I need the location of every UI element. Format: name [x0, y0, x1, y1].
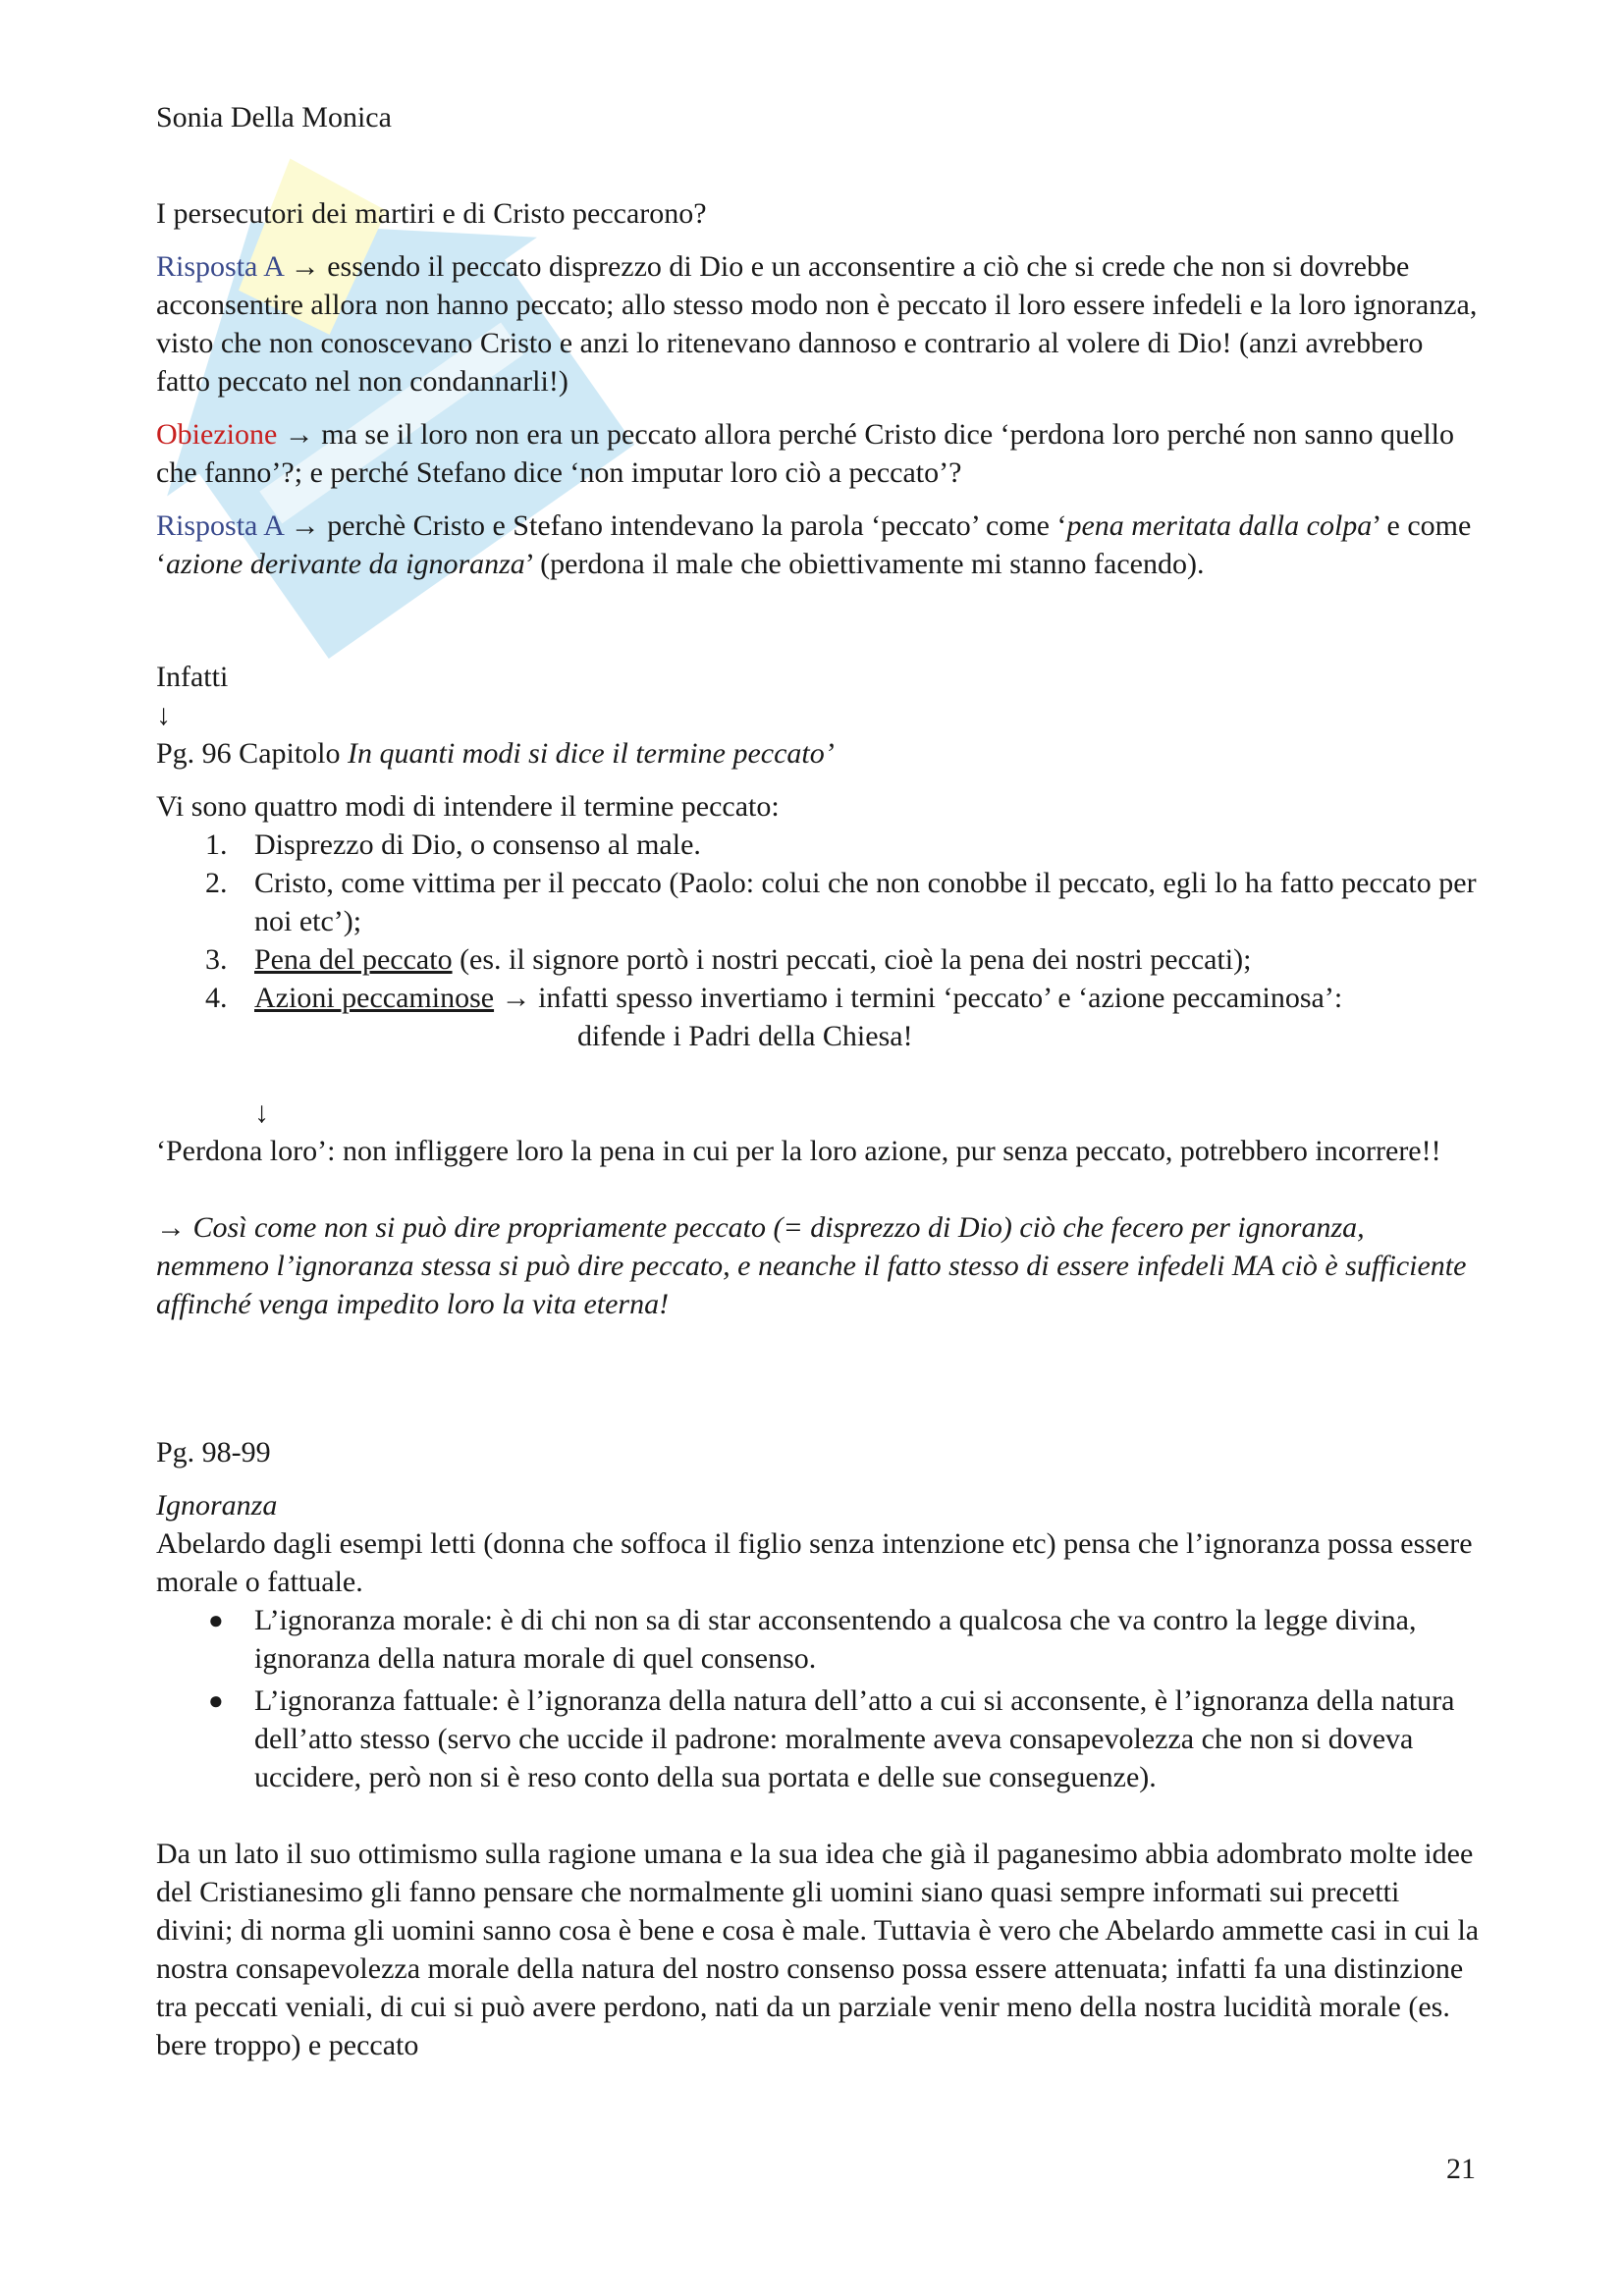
objection-label: Obiezione — [156, 418, 278, 451]
list-number: 2. — [205, 867, 228, 899]
list-number: 3. — [205, 943, 228, 976]
infatti-line: Infatti — [156, 661, 229, 693]
list-item-text: → infatti spesso invertiamo i termini ‘peccato’ e ‘azione peccaminosa’: — [494, 982, 1343, 1014]
list-item-text: Cristo, come vittima per il peccato (Paolo: colui che non conobbe il peccato, egli lo ha fatto peccato per noi etc’); — [254, 867, 1477, 937]
answer-a-second-pre: → perchè Cristo e Stefano intendevano la parola ‘peccato’ come ‘ — [290, 509, 1067, 542]
list-item — [156, 940, 1482, 979]
section-ignoranza — [156, 1433, 1482, 2064]
modi-intro: Vi sono quattro modi di intendere il termine peccato: — [156, 790, 780, 823]
answer-a-second-italic-2: azione derivante da ignoranza — [166, 548, 525, 580]
objection-text: → ma se il loro non era un peccato allora perché Cristo dice ‘perdona loro perché non sanno quello che fanno’?; e perché Stefano dice ‘non imputar loro ciò a peccato’? — [156, 418, 1455, 489]
bullet-icon: ● — [208, 1606, 224, 1634]
arrow-down-2: ↓ — [254, 1096, 269, 1129]
answer-a-second-paragraph — [156, 507, 1482, 583]
arrow-down-1: ↓ — [156, 699, 171, 731]
chapter-title: In quanti modi si dice il termine peccato’ — [348, 737, 835, 770]
page-number: 21 — [1446, 2153, 1476, 2185]
answer-a-second-label: Risposta A — [156, 509, 284, 542]
section-modi-peccato — [156, 658, 1482, 1323]
answer-a-label: Risposta A — [156, 250, 284, 283]
ottimismo-paragraph: Da un lato il suo ottimismo sulla ragione umana e la sua idea che già il paganesimo abbia adombrato molte idee del Cristianesimo gli fanno pensare che normalmente gli uomini siano quasi sempre informati sui precetti divini; di norma gli uomini sanno cosa è bene e cosa è male. Tuttavia è vero che Abelardo ammette casi in cui la nostra consapevolezza morale della natura del nostro consenso possa essere attenuata; infatti fa una distinzione tra peccati veniali, di cui si può avere perdono, nati da un parziale venir meno della nostra lucidità morale (es. bere troppo) e peccato — [156, 1838, 1480, 2061]
list-item — [156, 979, 1482, 1017]
answer-a-text: → essendo il peccato disprezzo di Dio e un acconsentire a ciò che si crede che non si dovrebbe acconsentire allora non hanno peccato; allo stesso modo non è peccato il loro essere infedeli e la loro ignoranza, visto che non conoscevano Cristo e anzi lo ritenevano dannoso e contrario al volere di Dio! (anzi avrebbero fatto peccato nel non condannarli!) — [156, 250, 1478, 398]
ignoranza-list — [156, 1601, 1482, 1796]
list-item-underlined: Azioni peccaminose — [254, 982, 495, 1014]
list-item-text: (es. il signore portò i nostri peccati, cioè la pena dei nostri peccati); — [452, 943, 1252, 976]
chapter-prefix: Pg. 96 Capitolo — [156, 737, 349, 770]
modi-list — [156, 826, 1482, 1017]
list-continuation: difende i Padri della Chiesa! — [577, 1020, 913, 1052]
list-item — [156, 1601, 1482, 1678]
list-item-underlined: Pena del peccato — [254, 943, 453, 976]
answer-a-second-italic-1: pena meritata dalla colpa — [1066, 509, 1373, 542]
pages-line: Pg. 98-99 — [156, 1436, 271, 1468]
list-number: 4. — [205, 982, 228, 1014]
ignoranza-heading: Ignoranza — [156, 1489, 278, 1522]
list-item-text: Disprezzo di Dio, o consenso al male. — [254, 828, 701, 861]
answer-a-second-post: ’ (perdona il male che obiettivamente mi stanno facendo). — [524, 548, 1205, 580]
list-item — [156, 864, 1482, 940]
list-item — [156, 1682, 1482, 1796]
list-item-text: L’ignoranza fattuale: è l’ignoranza della natura dell’atto a cui si acconsente, è l’ignoranza della natura dell’atto stesso (servo che uccide il padrone: moralmente aveva consapevolezza che non si doveva uccidere, però non si è reso conto della sua portata e delle sue conseguenze). — [254, 1684, 1455, 1793]
ignoranza-intro: Abelardo dagli esempi letti (donna che soffoca il figlio senza intenzione etc) pensa che l’ignoranza possa essere morale o fattuale. — [156, 1527, 1473, 1598]
list-item — [156, 826, 1482, 864]
question-line: I persecutori dei martiri e di Cristo peccarono? — [156, 197, 707, 230]
objection-paragraph — [156, 415, 1482, 492]
section-persecutori — [156, 194, 1482, 583]
answer-a-paragraph — [156, 247, 1482, 400]
chapter-line — [156, 734, 1482, 773]
conclusion-paragraph: → Così come non si può dire propriamente peccato (= disprezzo di Dio) ciò che fecero per ignoranza, nemmeno l’ignoranza stessa si può dire peccato, e neanche il fatto stesso di essere infedeli MA ciò è sufficiente affinché venga impedito loro la vita eterna! — [156, 1211, 1467, 1320]
answer-a-second-mid: ’ e come ‘ — [156, 509, 1472, 580]
header-author: Sonia Della Monica — [156, 101, 392, 133]
perdona-paragraph: ‘Perdona loro’: non infliggere loro la pena in cui per la loro azione, pur senza peccato, potrebbero incorrere!! — [156, 1135, 1441, 1167]
list-number: 1. — [205, 828, 228, 861]
bullet-icon: ● — [208, 1686, 224, 1715]
list-item-text: L’ignoranza morale: è di chi non sa di star acconsentendo a qualcosa che va contro la legge divina, ignoranza della natura morale di quel consenso. — [254, 1604, 1417, 1675]
